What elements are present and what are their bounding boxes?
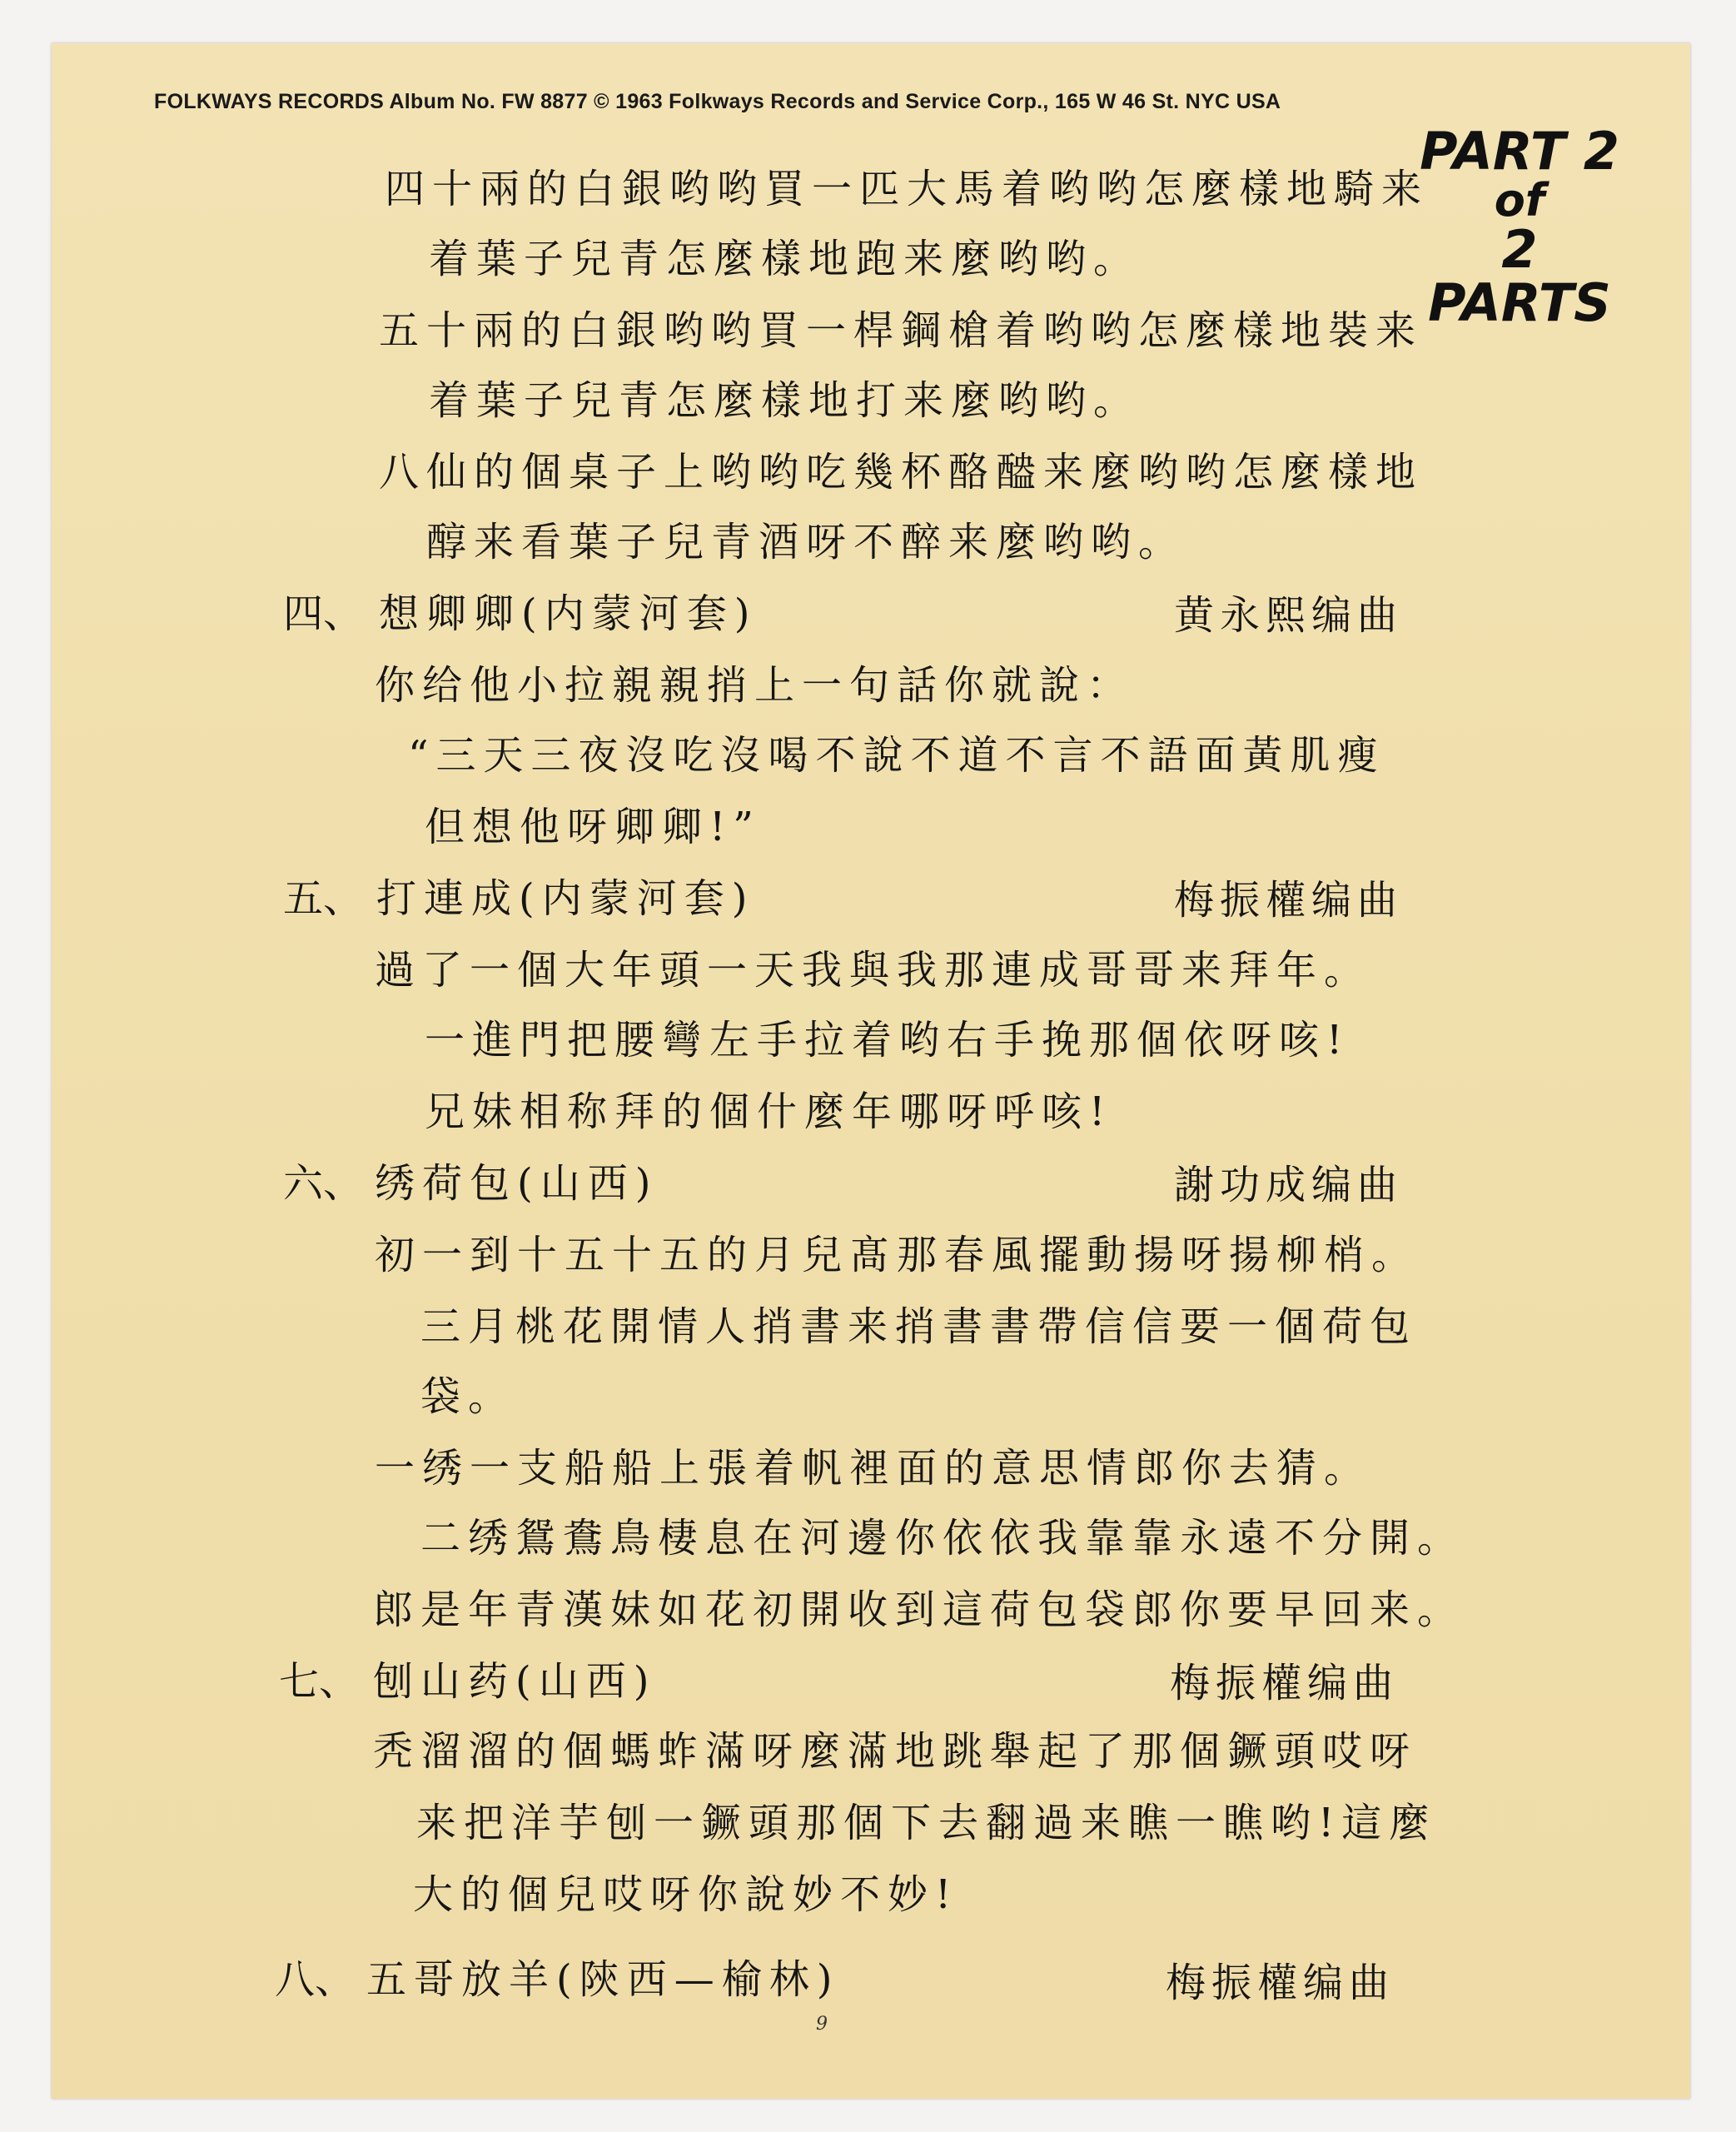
song-title: 五哥放羊(陝西—榆林) [366,1956,840,2003]
lyric-line: 一進門把腰彎左手拉着哟右手挽那個依呀咳! [425,1017,1350,1064]
lyric-line: 二绣鴛鴦鳥棲息在河邊你依依我靠靠永遠不分開。 [420,1515,1465,1562]
part-label [1407,121,1632,333]
lyric-line: 兄妹相称拜的個什麼年哪呀呼咳! [425,1088,1113,1135]
song-title: 打連成(内蒙河套) [376,875,755,922]
song-title: 刨山药(山西) [373,1658,657,1705]
composer-credit: 黄永熙编曲 [1174,592,1404,639]
composer-credit: 梅振權编曲 [1170,1660,1400,1706]
section-number: 七、 [279,1658,360,1705]
lyric-line: 過了一個大年頭一天我與我那連成哥哥来拜年。 [375,947,1372,994]
lyric-line: 着葉子兒青怎麼樣地打来麼哟哟。 [429,377,1142,424]
lyric-line: 醇来看葉子兒青酒呀不醉来麼哟哟。 [426,519,1186,565]
lyric-line: 三月桃花開情人捎書来捎書書帶信信要一個荷包 [420,1303,1418,1350]
lyric-line: 郎是年青漢妹如花初開收到這荷包袋郎你要早回来。 [373,1587,1465,1633]
part-label-line3: 2 PARTS [1428,219,1611,333]
lyric-line: 秃溜溜的個螞蚱滿呀麼滿地跳舉起了那個鐝頭哎呀 [373,1728,1418,1775]
lyric-line: 一绣一支船船上張着帆裡面的意思情郎你去猜。 [375,1445,1372,1492]
publisher-header: FOLKWAYS RECORDS Album No. FW 8877 © 1963 Folkways Records and Service Corp., 165 W 46 St. NYC USA [154,90,1281,113]
lyric-line: 四十兩的白銀哟哟買一匹大馬着哟哟怎麼樣地騎来 [385,166,1430,212]
lyric-line: 五十兩的白銀哟哟買一桿鋼槍着哟哟怎麼樣地裝来 [379,307,1424,354]
part-label-line1: PART 2 [1420,121,1619,182]
lyric-line: 八仙的個桌子上哟哟吃幾杯酪醠来麼哟哟怎麼樣地 [379,449,1424,496]
lyric-line: “三天三夜沒吃沒喝不說不道不言不語面黃肌瘦 [408,732,1385,779]
lyric-line: 着葉子兒青怎麼樣地跑来麼哟哟。 [429,236,1142,282]
song-title: 绣荷包(山西) [375,1160,659,1207]
lyric-line: 你给他小拉親親捎上一句話你就說： [375,662,1135,709]
composer-credit: 謝功成编曲 [1174,1162,1404,1208]
composer-credit: 梅振權编曲 [1166,1960,1395,2006]
lyric-line: 袋。 [420,1373,516,1420]
section-number: 六、 [283,1160,364,1207]
lyric-line: 初一到十五十五的月兒髙那春風擺動揚呀揚柳梢。 [375,1232,1420,1278]
section-number: 四、 [283,590,364,637]
section-number: 八、 [275,1956,356,2003]
lyric-line: 但想他呀卿卿!” [425,804,761,850]
song-title: 想卿卿(内蒙河套) [379,590,758,637]
composer-credit: 梅振權编曲 [1174,877,1404,924]
lyric-line: 大的個兒哎呀你說妙不妙! [413,1871,959,1918]
part-label-line2: of [1494,174,1545,227]
section-number: 五、 [283,875,364,922]
lyric-line: 来把洋芋刨一鐝頭那個下去翻過来瞧一瞧哟!這麼 [416,1800,1437,1846]
page-number: 9 [816,2014,828,2035]
